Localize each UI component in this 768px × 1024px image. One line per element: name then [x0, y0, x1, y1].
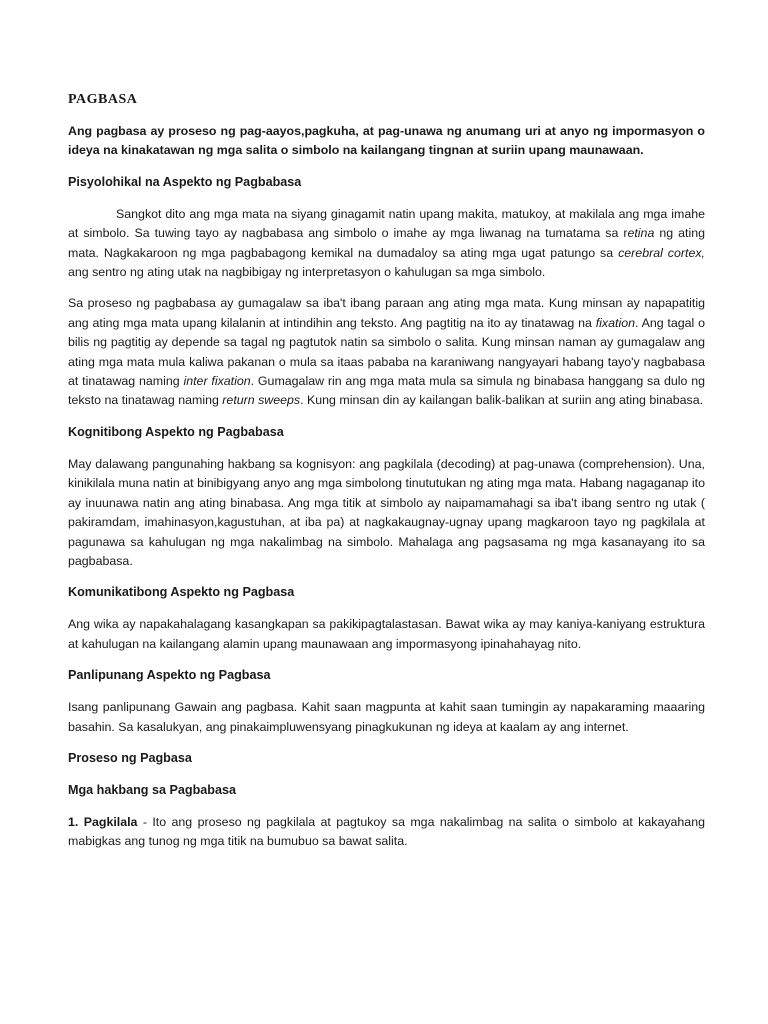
section-heading-kognitibo: Kognitibong Aspekto ng Pagbabasa [68, 424, 284, 439]
paragraph-pisyolohikal-1: Sangkot dito ang mga mata na siyang ginagamit natin upang makita, matukoy, at makilala ang mga imahe at simbolo. Sa tuwing tayo ay nagbabasa ang simbolo o imahe ay mga liwanag na tumatama sa retina ng ating mata. Nagkakaroon ng mga pagbabagong kemikal na dumadaloy sa ating mga ugat patungo sa cerebral cortex, ang sentro ng ating utak na nagbibigay ng interpretasyon o kahulugan sa mga simbolo. [68, 206, 705, 280]
paragraph-pisyolohikal-2: Sa proseso ng pagbabasa ay gumagalaw sa iba't ibang paraan ang ating mga mata. Kung minsan ay napapatitig ang ating mga mata upang kilalanin at intindihin ang teksto. Ang pagtitig na ito ay tinatawag na fixation. Ang tagal o bilis ng pagtitig ay depende sa tagal ng pagtutok natin sa simbolo o salita. Kung minsan naman ay gumagalaw ang ating mga mata mula kaliwa pakanan o mula sa itaas pababa na karaniwang nangyayari habang tayo'y nagbabasa at tinatawag naming inter fixation. Gumagalaw rin ang mga mata mula sa simula ng binabasa hanggang sa dulo ng teksto na tinatawag naming return sweeps. Kung minsan din ay kailangan balik-balikan at suriin ang ating binabasa. [68, 296, 705, 408]
paragraph-kognitibo: May dalawang pangunahing hakbang sa kognisyon: ang pagkilala (decoding) at pag-unawa (comprehension). Una, kinikilala muna natin at binibigyang anyo ang mga simbolong tinututukan ng ating mga mata. Habang nagaganap ito ay inuunawa natin ang ating binabasa. Ang mga titik at simbolo ay naipamamahagi sa iba't ibang sentro ng utak ( pakiramdam, imahinasyon,kagustuhan, at iba pa) at nagkakaugnay-ugnay upang magkaroon tayo ng pagkilala at pagunawa sa kahulugan ng mga nakalimbag na simbolo. Mahalaga ang pagsasama ng mga kasanayang ito sa pagbabasa. [68, 456, 705, 568]
paragraph-komunikatibo: Ang wika ay napakahalagang kasangkapan sa pakikipagtalastasan. Bawat wika ay may kaniya-kaniyang estruktura at kahulugan na kailangang alamin upang maunawaan ang impormasyong ipinahahayag nito. [68, 617, 705, 651]
list-item-pagkilala: 1. Pagkilala - Ito ang proseso ng pagkilala at pagtukoy sa mga nakalimbag na salita o simbolo at kakayahang mabigkas ang tunog ng mga titik na bumubuo sa bawat salita. [68, 814, 705, 849]
paragraph-panlipunan: Isang panlipunang Gawain ang pagbasa. Kahit saan magpunta at kahit saan tumingin ay napakaraming maaaring basahin. Sa kasalukyan, ang pinakaimpluwensyang pinagkukunan ng ideya at kaalam ay ang internet. [68, 700, 705, 734]
section-heading-pisyolohikal: Pisyolohikal na Aspekto ng Pagbabasa [68, 174, 302, 189]
intro-paragraph: Ang pagbasa ay proseso ng pag-aayos,pagkuha, at pag-unawa ng anumang uri at anyo ng impormasyon o ideya na kinakatawan ng mga salita o simbolo na kailangang tingnan at suriin upang maunawaan. [68, 124, 705, 158]
section-heading-proseso: Proseso ng Pagbasa [68, 750, 192, 765]
section-heading-panlipunan: Panlipunang Aspekto ng Pagbasa [68, 668, 271, 683]
section-heading-hakbang: Mga hakbang sa Pagbabasa [68, 782, 236, 797]
page-title: PAGBASA [68, 92, 138, 107]
section-heading-komunikatibo: Komunikatibong Aspekto ng Pagbasa [68, 585, 295, 600]
